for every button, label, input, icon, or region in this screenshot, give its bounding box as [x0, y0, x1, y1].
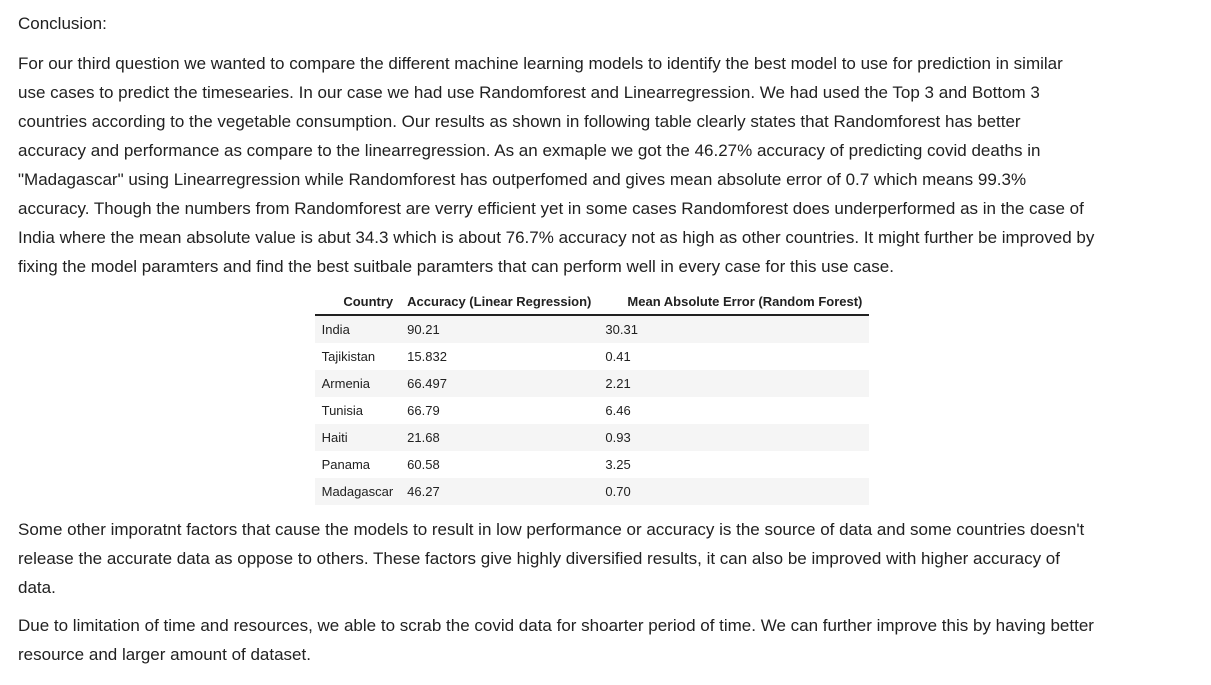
- cell-country: Tunisia: [321, 403, 364, 418]
- header-accuracy: Accuracy (Linear Regression): [400, 290, 598, 315]
- cell-accuracy: 66.497: [407, 376, 447, 391]
- table-header-row: [315, 290, 870, 315]
- table-row: [315, 370, 870, 397]
- cell-mae: 0.41: [605, 349, 631, 364]
- paragraph-line: Some other imporatnt factors that cause the models to result in low performance or accuracy is the source of data and some countries doesn't: [18, 520, 1085, 539]
- table-row: [315, 343, 870, 370]
- header-mae: Mean Absolute Error (Random Forest): [598, 290, 869, 315]
- table-row: [315, 424, 870, 451]
- cell-accuracy: 46.27: [407, 484, 440, 499]
- cell-mae: 0.93: [605, 430, 631, 445]
- cell-accuracy: 21.68: [407, 430, 440, 445]
- results-table: [315, 290, 870, 505]
- paragraph-line: release the accurate data as oppose to others. These factors give highly diversified results, it can also be improved with higher accuracy of: [18, 549, 1060, 568]
- section-heading: Conclusion:: [18, 14, 107, 33]
- cell-country: Armenia: [321, 376, 371, 391]
- paragraph-line: "Madagascar" using Linearregression while Randomforest has outperfomed and gives mean absolute error of 0.7 which means 99.3%: [18, 170, 1027, 189]
- cell-accuracy: 90.21: [407, 322, 440, 337]
- conclusion-paragraph: [18, 49, 1198, 281]
- cell-country: Madagascar: [321, 484, 394, 499]
- cell-accuracy: 60.58: [407, 457, 440, 472]
- cell-mae: 0.70: [605, 484, 631, 499]
- notebook-markdown-cell: [18, 0, 1198, 669]
- paragraph-line: accuracy and performance as compare to the linearregression. As an exmaple we got the 46.27% accuracy of predicting covid deaths in: [18, 141, 1041, 160]
- cell-mae: 3.25: [605, 457, 631, 472]
- cell-mae: 2.21: [605, 376, 631, 391]
- limitations-paragraph: [18, 611, 1198, 669]
- paragraph-line: resource and larger amount of dataset.: [18, 645, 311, 664]
- cell-mae: 6.46: [605, 403, 631, 418]
- table-row: [315, 397, 870, 424]
- paragraph-line: countries according to the vegetable consumption. Our results as shown in following table clearly states that Randomforest has better: [18, 112, 1021, 131]
- cell-accuracy: 66.79: [407, 403, 440, 418]
- paragraph-line: fixing the model paramters and find the best suitbale paramters that can perform well in every case for this use case.: [18, 257, 894, 276]
- paragraph-line: use cases to predict the timesearies. In our case we had use Randomforest and Linearregression. We had used the Top 3 and Bottom 3: [18, 83, 1040, 102]
- table-row: [315, 315, 870, 343]
- factors-paragraph: [18, 515, 1198, 602]
- cell-country: Tajikistan: [321, 349, 376, 364]
- table-row: [315, 478, 870, 505]
- cell-mae: 30.31: [605, 322, 638, 337]
- header-country: Country: [315, 290, 401, 315]
- cell-country: Panama: [321, 457, 371, 472]
- cell-country: Haiti: [321, 430, 348, 445]
- cell-country: India: [321, 322, 350, 337]
- table-row: [315, 451, 870, 478]
- results-table-container: [18, 290, 1198, 505]
- paragraph-line: accuracy. Though the numbers from Randomforest are verry efficient yet in some cases Randomforest does underperformed as in the case of: [18, 199, 1084, 218]
- cell-accuracy: 15.832: [407, 349, 447, 364]
- paragraph-line: For our third question we wanted to compare the different machine learning models to identify the best model to use for prediction in similar: [18, 54, 1063, 73]
- paragraph-line: data.: [18, 578, 56, 597]
- paragraph-line: Due to limitation of time and resources, we able to scrab the covid data for shoarter period of time. We can further improve this by having better: [18, 616, 1094, 635]
- paragraph-line: India where the mean absolute value is abut 34.3 which is about 76.7% accuracy not as high as other countries. It might further be improved by: [18, 228, 1095, 247]
